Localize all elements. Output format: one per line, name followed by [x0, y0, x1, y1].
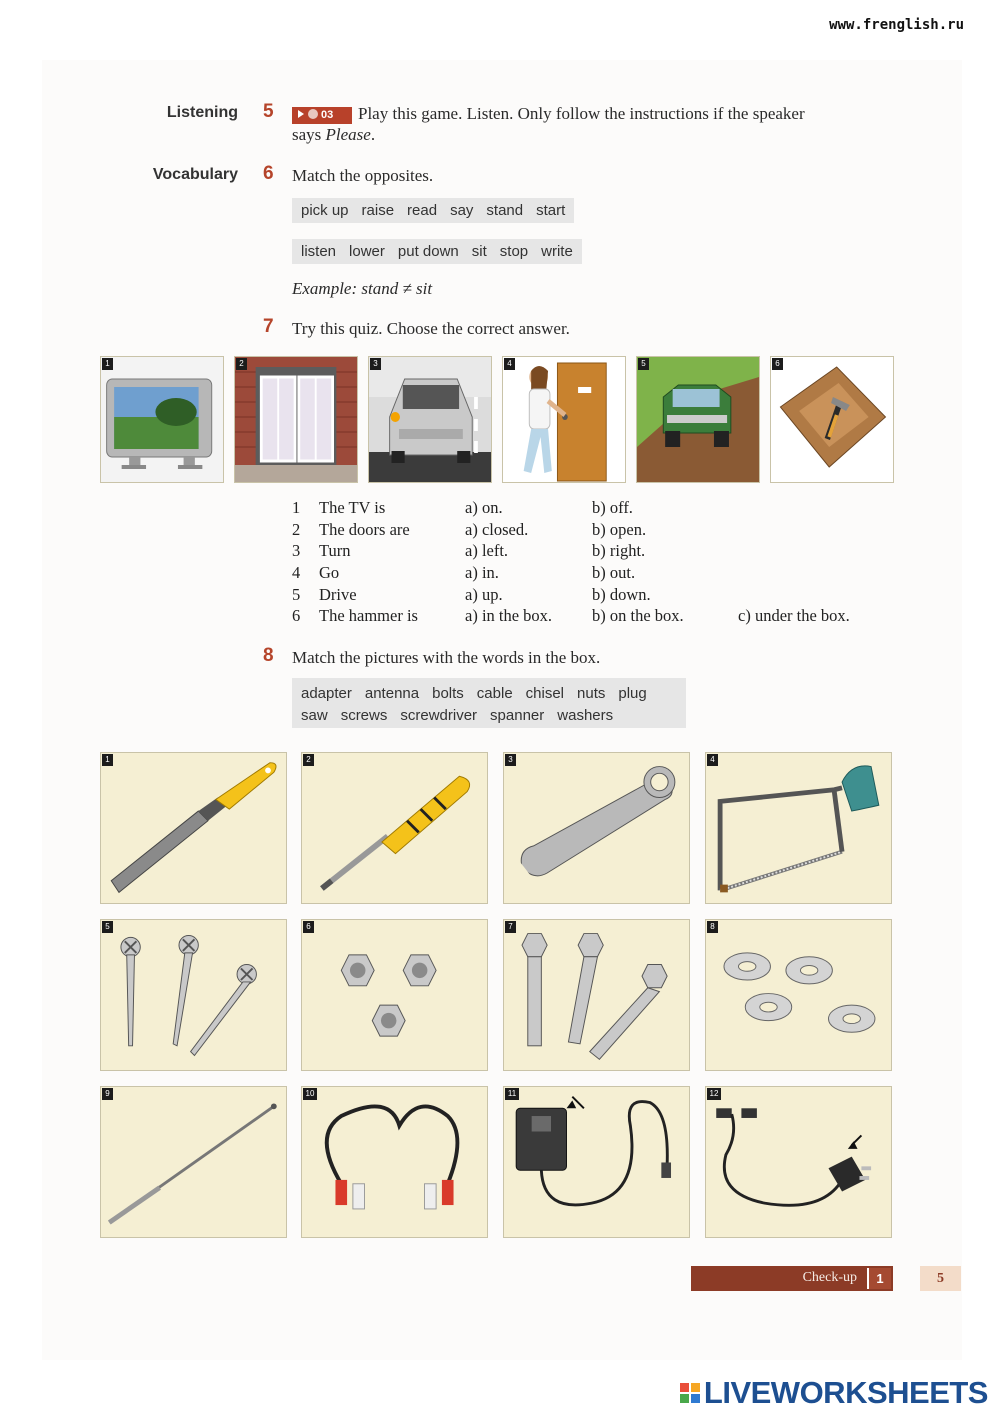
question-stem: Turn: [319, 541, 351, 561]
tool-picture: [100, 1086, 287, 1238]
exercise-5-text: Play this game. Listen. Only follow the instructions if the speaker: [358, 104, 805, 123]
picture-number: 1: [102, 358, 113, 370]
exercise-5-period: .: [370, 125, 376, 144]
opposite-word: write: [541, 243, 573, 260]
tool-picture: [503, 919, 690, 1071]
exercise-6-example: Example: stand ≠ sit: [292, 279, 433, 298]
tool-picture: [301, 919, 488, 1071]
word-box-opposites-1: [292, 198, 574, 223]
option-a[interactable]: a) in.: [465, 563, 499, 583]
tool-picture: [503, 1086, 690, 1238]
tool-word: chisel: [525, 685, 565, 702]
exercise-5-number: 5: [263, 101, 274, 122]
exercise-5-please: Please: [325, 125, 371, 144]
question-stem: The TV is: [319, 498, 386, 517]
question-number: 4: [292, 563, 301, 583]
quiz-picture: [100, 356, 224, 483]
tool-picture: [301, 1086, 488, 1238]
section-label-listening: Listening: [166, 104, 238, 121]
tool-picture: [301, 752, 488, 904]
picture-number: 4: [707, 754, 718, 766]
quiz-picture: [636, 356, 760, 483]
tool-word: screwdriver: [400, 707, 478, 724]
opposite-word: listen: [301, 243, 337, 260]
question-number: 1: [292, 498, 301, 517]
liveworksheets-icon: [680, 1383, 700, 1403]
tool-picture: [705, 752, 892, 904]
quiz-picture: [502, 356, 626, 483]
opposite-word: sit: [471, 243, 487, 260]
tool-word: adapter: [301, 685, 352, 702]
footer-section-label: Check-up: [802, 1270, 857, 1285]
option-b[interactable]: b) open.: [592, 519, 647, 539]
picture-number: 7: [505, 921, 516, 933]
exercise-7-instruction: Try this quiz. Choose the correct answer.: [292, 319, 570, 338]
picture-number: 6: [772, 358, 783, 370]
exercise-8-number: 8: [263, 645, 274, 666]
option-b[interactable]: b) out.: [592, 563, 636, 583]
tool-picture: [100, 919, 287, 1071]
tool-word: nuts: [577, 685, 606, 702]
option-a[interactable]: a) up.: [465, 584, 503, 604]
question-stem: Drive: [319, 584, 357, 604]
picture-number: 5: [638, 358, 649, 370]
tool-picture: [503, 752, 690, 904]
question-number: 2: [292, 519, 301, 539]
play-icon: [298, 110, 304, 118]
cd-icon: [308, 109, 318, 119]
option-b[interactable]: b) on the box.: [592, 606, 684, 626]
tool-word: saw: [301, 707, 328, 724]
exercise-6-number: 6: [263, 163, 274, 184]
tool-picture: [100, 752, 287, 904]
exercise-5-instruction: [292, 103, 892, 145]
tool-picture: [705, 919, 892, 1071]
footer-section-bar: [691, 1266, 893, 1291]
page-number: 5: [920, 1266, 961, 1291]
site-url[interactable]: www.frenglish.ru: [829, 17, 964, 33]
opposite-word: put down: [397, 243, 459, 260]
tool-word: bolts: [432, 685, 464, 702]
question-number: 6: [292, 606, 301, 626]
picture-number: 1: [102, 754, 113, 766]
option-c[interactable]: c) under the box.: [738, 606, 850, 626]
footer-chapter-number: 1: [867, 1268, 891, 1289]
picture-number: 2: [303, 754, 314, 766]
exercise-8-instruction: Match the pictures with the words in the box.: [292, 648, 601, 667]
word-box-opposites-2: [292, 239, 582, 264]
picture-number: 9: [102, 1088, 113, 1100]
word-box-tools: [292, 678, 686, 728]
question-number: 3: [292, 541, 301, 561]
picture-number: 2: [236, 358, 247, 370]
picture-number: 6: [303, 921, 314, 933]
cd-track-badge[interactable]: [292, 107, 352, 124]
tool-word: plug: [618, 685, 647, 702]
tool-word: antenna: [364, 685, 420, 702]
exercise-6-instruction: Match the opposites.: [292, 166, 434, 185]
picture-number: 3: [370, 358, 381, 370]
question-stem: The hammer is: [319, 606, 418, 626]
opposite-word: read: [407, 202, 438, 219]
exercise-7-number: 7: [263, 316, 274, 337]
question-stem: The doors are: [319, 519, 410, 539]
opposite-word: start: [536, 202, 566, 219]
liveworksheets-wordmark: LIVEWORKSHEETS: [703, 1375, 988, 1410]
tool-word: cable: [476, 685, 513, 702]
opposite-word: lower: [349, 243, 385, 260]
tool-word: screws: [340, 707, 388, 724]
opposite-word: say: [450, 202, 474, 219]
option-b[interactable]: b) off.: [592, 498, 633, 517]
option-a[interactable]: a) in the box.: [465, 606, 553, 626]
opposite-word: pick up: [301, 202, 349, 219]
option-a[interactable]: a) left.: [465, 541, 509, 561]
picture-number: 5: [102, 921, 113, 933]
picture-number: 3: [505, 754, 516, 766]
picture-number: 8: [707, 921, 718, 933]
tool-word: spanner: [490, 707, 545, 724]
section-label-vocabulary: Vocabulary: [152, 166, 238, 183]
option-b[interactable]: b) down.: [592, 584, 651, 604]
question-number: 5: [292, 584, 301, 604]
opposite-word: stand: [486, 202, 524, 219]
quiz-picture: [368, 356, 492, 483]
picture-number: 11: [505, 1088, 519, 1100]
picture-number: 4: [504, 358, 515, 370]
opposite-word: raise: [361, 202, 395, 219]
option-a[interactable]: a) closed.: [465, 519, 529, 539]
tool-word: washers: [557, 707, 614, 724]
exercise-5-text-line2: says: [292, 125, 326, 144]
option-a[interactable]: a) on.: [465, 498, 503, 517]
cd-track-number: 03: [321, 109, 334, 121]
question-stem: Go: [319, 563, 340, 583]
opposite-word: stop: [499, 243, 529, 260]
quiz-picture: [234, 356, 358, 483]
quiz-picture: [770, 356, 894, 483]
picture-number: 12: [707, 1088, 721, 1100]
tool-picture: [705, 1086, 892, 1238]
option-b[interactable]: b) right.: [592, 541, 646, 561]
liveworksheets-logo[interactable]: [680, 1375, 988, 1411]
picture-number: 10: [303, 1088, 317, 1100]
